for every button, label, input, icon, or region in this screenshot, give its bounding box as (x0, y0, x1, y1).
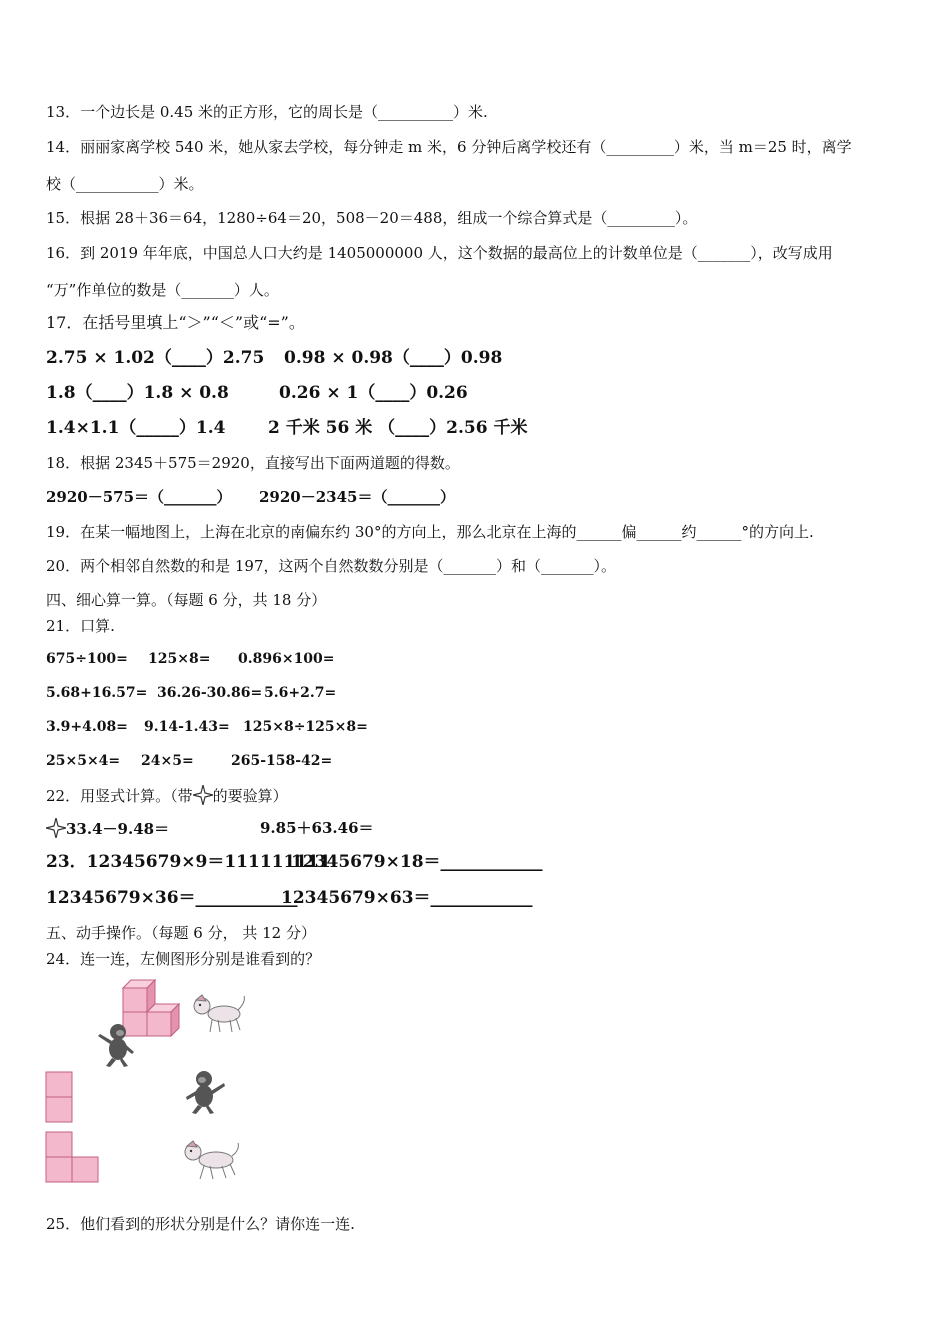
q21-row4-c3: 265-158-42= (231, 753, 333, 769)
question-17-title: 17．在括号里填上“＞”“＜”或“=”。 (46, 313, 305, 332)
question-20: 20．两个相邻自然数的和是 197，这两个自然数数分别是（_______）和（_______）。 (46, 557, 616, 575)
q17-row3-right: 2 千米 56 米 （____）2.56 千米 (268, 418, 528, 438)
monkey-icon (182, 1069, 228, 1115)
question-18-title: 18．根据 2345＋575＝2920，直接写出下面两道题的得数。 (46, 454, 460, 472)
question-24: 24．连一连，左侧图形分别是谁看到的？ (46, 950, 321, 968)
verify-star-icon (46, 818, 66, 838)
q18-item-b: 2920－2345＝（_______） (259, 488, 455, 506)
dog-icon (188, 992, 248, 1034)
view-shape-l (45, 1131, 101, 1185)
question-14-line-1: 14．丽丽家离学校 540 米，她从家去学校，每分钟走 m 米，6 分钟后离学校还有（_________）米，当 m＝25 时，离学 (46, 138, 852, 156)
q17-row1-right: 0.98 × 0.98（____）0.98 (284, 348, 503, 368)
q23-item-d: 12345679×63＝____________ (281, 888, 533, 908)
q22-item-a (46, 818, 169, 839)
q21-row3-c3: 125×8÷125×8= (243, 719, 368, 735)
dog-icon (180, 1138, 242, 1182)
q23-item-b: 12345679×18＝____________ (291, 852, 543, 872)
q18-item-a: 2920－575＝（_______） (46, 488, 232, 506)
section-5-heading: 五、动手操作。（每题 6 分， 共 12 分） (46, 924, 316, 942)
q22-title-part-a: 22．用竖式计算。（带 (46, 787, 193, 805)
question-25: 25．他们看到的形状分别是什么？请你连一连. (46, 1215, 355, 1233)
question-21-title: 21．口算. (46, 617, 115, 635)
q23-item-c: 12345679×36＝____________ (46, 888, 298, 908)
q17-row3-left: 1.4×1.1（_____）1.4 (46, 418, 226, 438)
q21-row3-c1: 3.9+4.08= (46, 719, 128, 735)
q21-row1-c3: 0.896×100= (238, 651, 335, 667)
question-15: 15．根据 28＋36＝64，1280÷64＝20，508－20＝488，组成一个综合算式是（_________）。 (46, 209, 698, 227)
question-22-title (46, 785, 288, 806)
verify-star-icon (193, 785, 213, 805)
q21-row1-c2: 125×8= (148, 651, 211, 667)
q21-row2-c3: 5.6+2.7= (264, 685, 337, 701)
question-14-line-2: 校（___________）米。 (46, 175, 204, 193)
section-4-heading: 四、细心算一算。（每题 6 分，共 18 分） (46, 591, 327, 609)
q22-title-part-b: 的要验算） (212, 787, 288, 805)
q17-row2-left: 1.8（____）1.8 × 0.8 (46, 383, 229, 403)
question-16-line-1: 16．到 2019 年年底，中国总人口大约是 1405000000 人，这个数据的最高位上的计数单位是（_______），改写成用 (46, 244, 833, 262)
q17-row1-left: 2.75 × 1.02（____）2.75 (46, 348, 265, 368)
question-19: 19．在某一幅地图上，上海在北京的南偏东约 30°的方向上，那么北京在上海的______偏______约______°的方向上. (46, 523, 814, 541)
q21-row4-c2: 24×5= (141, 753, 194, 769)
q21-row3-c2: 9.14-1.43= (144, 719, 230, 735)
view-shape-vertical (45, 1071, 75, 1125)
q22-item-a-text: 33.4－9.48＝ (66, 820, 170, 838)
q21-row4-c1: 25×5×4= (46, 753, 121, 769)
q23-item-a: 23．12345679×9＝111111111 (46, 852, 331, 872)
question-13: 13．一个边长是 0.45 米的正方形，它的周长是（__________）米. (46, 103, 488, 121)
q21-row1-c1: 675÷100= (46, 651, 128, 667)
q22-item-b: 9.85＋63.46＝ (260, 819, 374, 837)
monkey-icon (94, 1022, 140, 1068)
q21-row2-c1: 5.68+16.57= (46, 685, 148, 701)
question-16-line-2: “万”作单位的数是（_______）人。 (46, 281, 279, 299)
q17-row2-right: 0.26 × 1（____）0.26 (279, 383, 468, 403)
q21-row2-c2: 36.26-30.86= (157, 685, 263, 701)
